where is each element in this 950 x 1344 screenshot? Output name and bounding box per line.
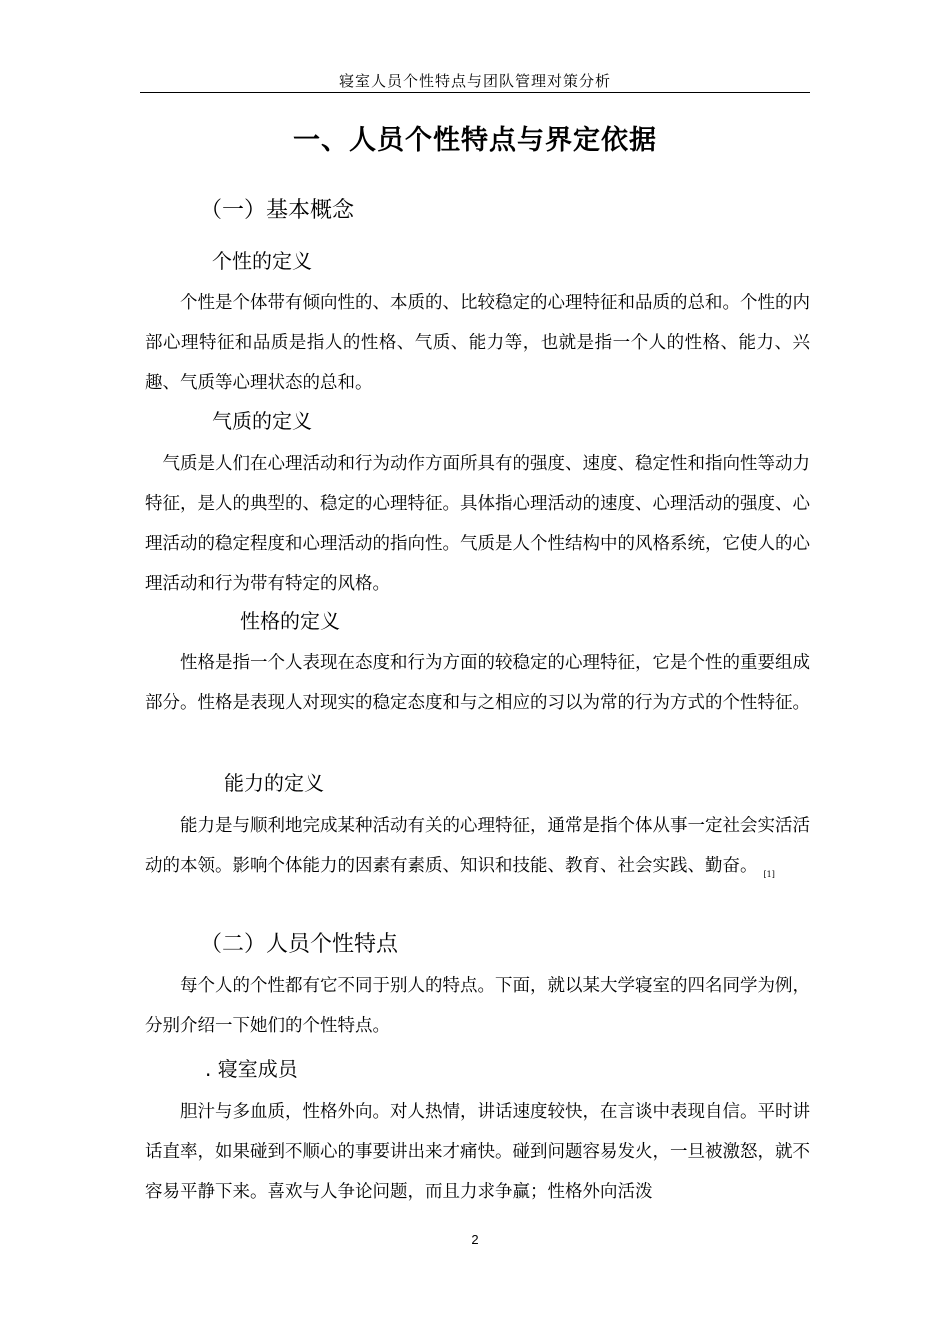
- section-title-basic-concepts: （一）基本概念: [200, 198, 355, 223]
- section-title-personality-traits: （二）人员个性特点: [200, 932, 399, 957]
- subsection-title-members: . 寝室成员: [205, 1057, 298, 1081]
- paragraph-character: 性格是指一个人表现在态度和行为方面的较稳定的心理特征，它是个性的重要组成部分。性格是表现人对现实的稳定态度和与之相应的习以为常的行为方式的个性特征。: [145, 653, 810, 713]
- paragraph-members: 胆汁与多血质，性格外向。对人热情，讲话速度较快，在言谈中表现自信。平时讲话直率，如果碰到不顺心的事要讲出来才痛快。碰到问题容易发火，一旦被激怒，就不容易平静下来。喜欢与人争论问题，而且力求争赢；性格外向活泼: [145, 1102, 810, 1202]
- header-rule: [140, 92, 810, 93]
- paragraph-temperament: 气质是人们在心理活动和行为动作方面所具有的强度、速度、稳定性和指向性等动力特征，是人的典型的、稳定的心理特征。具体指心理活动的速度、心理活动的强度、心理活动的稳定程度和心理活动的指向性。气质是人个性结构中的风格系统，它使人的心理活动和行为带有特定的风格。: [145, 454, 810, 594]
- subsection-title-character: 性格的定义: [240, 609, 340, 633]
- paragraph-ability-text: 能力是与顺利地完成某种活动有关的心理特征，通常是指个体从事一定社会实活活动的本领。影响个体能力的因素有素质、知识和技能、教育、社会实践、勤奋。: [145, 816, 810, 876]
- running-header: 寝室人员个性特点与团队管理对策分析: [338, 72, 611, 90]
- subsection-title-temperament: 气质的定义: [212, 409, 312, 433]
- paragraph-traits-intro: 每个人的个性都有它不同于别人的特点。下面，就以某大学寝室的四名同学为例，分别介绍一下她们的个性特点。: [145, 976, 810, 1036]
- subsection-title-personality: 个性的定义: [212, 249, 312, 273]
- citation-ref: [1]: [763, 870, 775, 879]
- subsection-title-ability: 能力的定义: [224, 771, 324, 795]
- chapter-title: 一、人员个性特点与界定依据: [293, 125, 657, 156]
- paragraph-personality: 个性是个体带有倾向性的、本质的、比较稳定的心理特征和品质的总和。个性的内部心理特征和品质是指人的性格、气质、能力等，也就是指一个人的性格、能力、兴趣、气质等心理状态的总和。: [145, 293, 810, 393]
- page-number: 2: [471, 1232, 479, 1247]
- paragraph-ability: [145, 806, 810, 895]
